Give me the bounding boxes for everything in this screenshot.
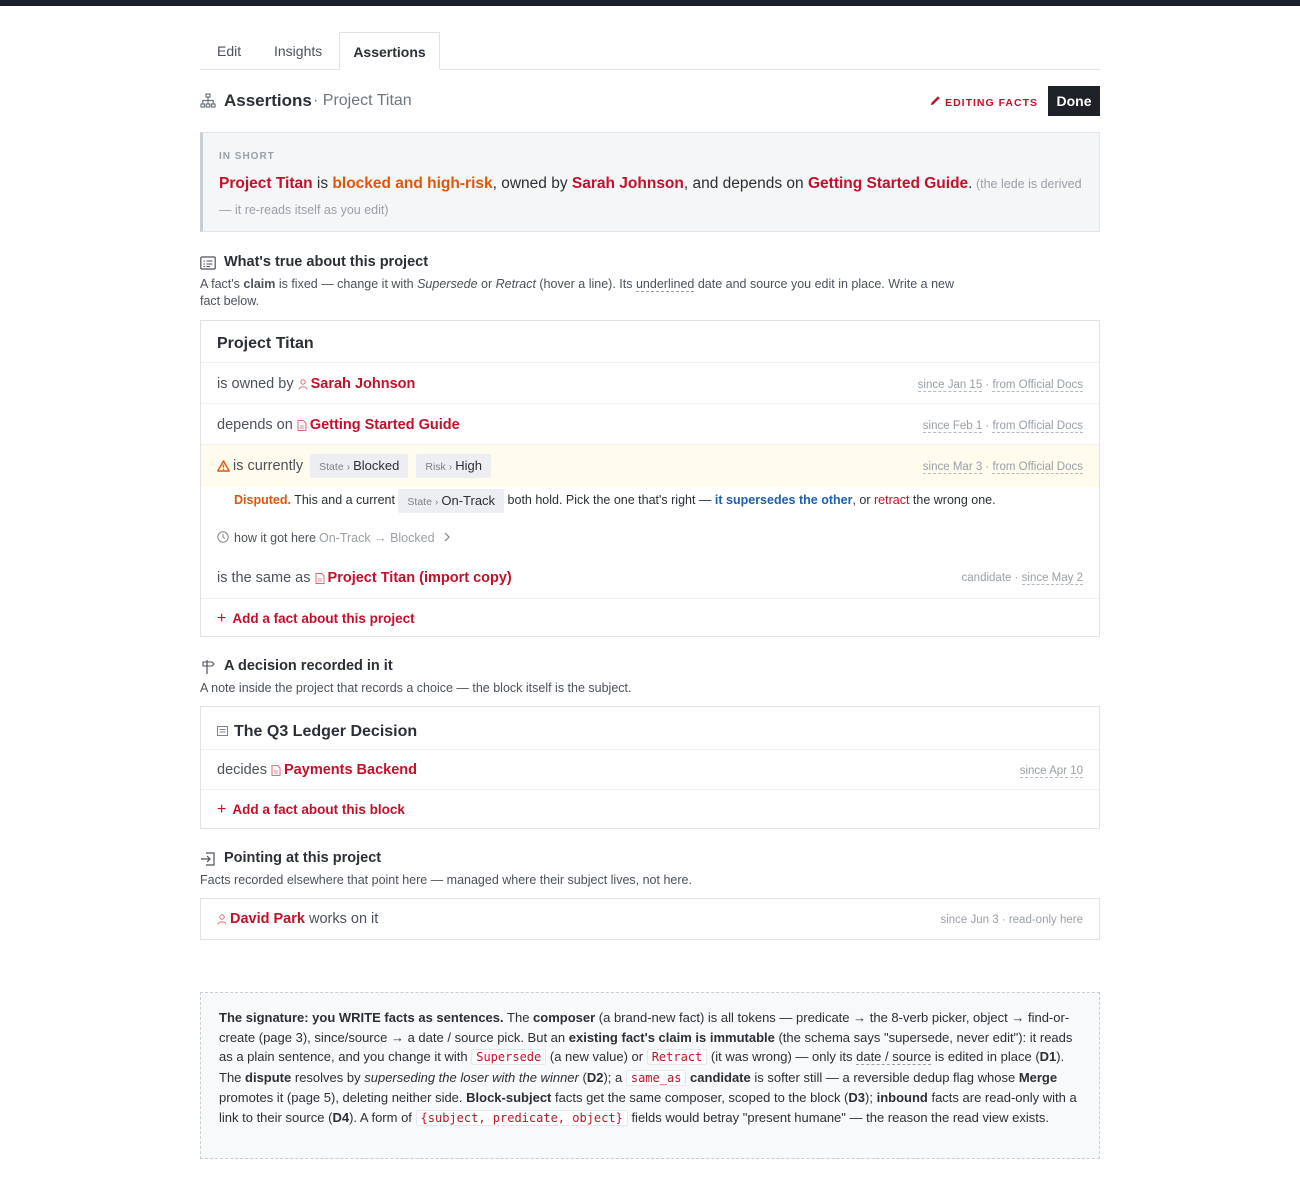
dispute-text: This and a current [290,493,399,507]
done-button[interactable]: Done [1048,86,1100,116]
section-description: Facts recorded elsewhere that point here — managed where their subject lives, not here. [200,873,692,887]
sig-text: composer [533,1010,596,1025]
sig-code: Supersede [471,1049,546,1065]
fact-object-link[interactable]: Payments Backend [284,762,417,778]
section-decision [200,658,1100,698]
sig-text: is softer still — a reversible dedup flag whose [750,1069,1019,1085]
page-title: Assertions [224,91,312,110]
sig-text: ). A form of [349,1109,416,1125]
desc-claim: claim [243,277,276,291]
lede-dependency[interactable]: Getting Started Guide [807,175,969,192]
page-header [200,86,1100,116]
top-bar [0,0,1300,6]
fact-source[interactable]: from Official Docs [992,461,1083,473]
section-true-facts [200,254,1100,314]
inbound-arrow-icon [200,851,216,867]
add-fact-row [201,598,1099,637]
add-fact-row [201,789,1099,829]
sig-text: D2 [586,1069,604,1085]
sig-code: Retract [647,1049,708,1065]
section-pointing [200,850,1100,890]
state-chip[interactable] [310,454,408,478]
inbound-meta: since Jun 3 · read-only here [940,914,1083,926]
sig-text: resolves by [291,1069,365,1085]
chip-value: On-Track [441,492,496,508]
add-fact-project-button[interactable] [217,610,415,628]
fact-since-date[interactable]: since Feb 1 [922,420,983,432]
lede-text: . [968,175,973,192]
add-fact-label: Add a fact about this block [232,802,405,817]
dispute-notice [234,488,1094,512]
tab-bar [200,32,1100,70]
document-icon [271,765,281,776]
sig-text: ( [578,1069,587,1085]
disputing-state-chip[interactable] [398,489,504,513]
inbound-fact-row [201,899,1099,939]
sig-text: D3 [848,1090,866,1105]
fact-row-depends[interactable] [201,403,1099,444]
fact-since-date[interactable]: since May 2 [1021,572,1083,584]
in-short-panel [200,132,1100,232]
chip-key: State › [319,461,351,473]
signature-note [200,992,1100,1159]
editing-facts-indicator [930,95,1038,109]
sig-text: candidate [690,1069,751,1085]
section-description [200,276,960,310]
person-icon [217,914,227,925]
decision-card [200,706,1100,829]
sig-code: {subject, predicate, object} [416,1110,628,1126]
sig-text: (the schema says "supersede, never edit"): it reads as a plain sentence, and you change it with [219,1029,1073,1064]
tab-edit[interactable]: Edit [217,43,242,59]
sig-text: The signature: you WRITE facts as sentences. [219,1010,504,1025]
history-label: how it got here [234,531,316,545]
chip-key: Risk › [425,461,453,473]
candidate-badge: candidate · [961,572,1022,584]
clock-icon [217,531,229,543]
fact-predicate: works on it [304,911,379,927]
risk-chip[interactable] [416,454,491,478]
fact-row-status[interactable] [201,444,1099,487]
history-toggle[interactable] [217,531,451,545]
sig-text: D1 [1039,1049,1057,1064]
sig-text: ); a [603,1069,626,1085]
add-fact-label: Add a fact about this project [232,611,415,626]
fact-since-date[interactable]: since Mar 3 [922,461,983,473]
meta-separator: · [982,420,993,432]
warning-icon [217,460,230,472]
fact-predicate: depends on [217,417,293,433]
plus-icon: + [217,801,227,818]
in-short-label: IN SHORT [219,151,275,162]
lede-status: blocked and high-risk [332,175,493,192]
desc-text: or [477,277,496,291]
document-icon [315,573,325,584]
fact-since-date[interactable]: since Jan 15 [917,379,983,391]
fact-source[interactable]: from Official Docs [992,420,1083,432]
sig-text: ). The [219,1049,1065,1085]
sig-code: same_as [626,1070,687,1086]
section-title: What's true about this project [224,254,429,270]
fact-predicate: is owned by [217,376,294,392]
pencil-icon [930,95,941,106]
decision-title-text: The Q3 Ledger Decision [234,723,418,740]
lede-text: , and depends on [683,175,808,192]
signpost-icon [200,659,216,675]
fact-object-link[interactable]: Project Titan (import copy) [327,570,512,586]
desc-retract: Retract [495,277,536,291]
fact-object-link[interactable]: Sarah Johnson [310,376,416,392]
sig-text: is edited in place ( [931,1049,1040,1064]
fact-predicate: decides [217,762,267,778]
sig-text: superseding the loser with the winner [364,1069,579,1085]
list-card-icon [200,255,216,271]
lede-note: (the lede is derived — it re-reads itself as you edit) [219,177,1082,217]
fact-since-date[interactable]: since Apr 10 [1019,765,1083,777]
fact-row-owner[interactable] [201,362,1099,403]
chevron-right-icon [443,532,451,542]
sig-text: (a brand-new fact) is all tokens — predicate → the 8-verb picker, object → find-or-create (page 3), since/source → a date / source pick. But an [219,1010,1070,1045]
page-subtitle: · Project Titan [313,92,412,109]
sig-text: dispute [245,1069,292,1085]
sig-text: D4 [332,1109,350,1125]
sig-text: The [503,1010,534,1025]
fact-predicate: is currently [233,457,304,474]
person-icon [298,379,308,390]
chip-value: High [455,458,482,473]
sig-text: facts are read-only with a link to their source ( [219,1090,1077,1125]
document-icon [297,420,307,431]
section-description: A note inside the project that records a choice — the block itself is the subject. [200,681,632,695]
decision-title [217,723,417,741]
sig-text: fields would betray "present humane" — the reason the read view exists. [627,1109,1049,1125]
tab-assertions[interactable]: Assertions [339,32,440,70]
desc-text: date and source you edit in place. Write a new fact below. [200,277,955,308]
section-title: A decision recorded in it [224,658,393,674]
project-facts-card [200,320,1100,637]
sig-text: date / source [856,1049,932,1064]
desc-text: A fact's [200,277,244,291]
inbound-subject-link[interactable]: David Park [230,911,305,927]
supersede-link[interactable]: it supersedes the other [714,493,853,507]
sig-text: facts get the same composer, scoped to the block ( [551,1090,849,1105]
sig-text: Merge [1018,1069,1058,1085]
fact-source[interactable]: from Official Docs [992,379,1083,391]
lede-text: , owned by [492,175,572,192]
fact-predicate: is the same as [217,570,311,586]
tab-insights[interactable]: Insights [274,43,323,59]
sig-text: (a new value) or [546,1049,647,1064]
sig-text: Block-subject [466,1090,552,1105]
editing-facts-label: EDITING FACTS [945,97,1038,109]
desc-text: (hover a line). Its [535,277,636,291]
lede-text: is [312,175,333,192]
in-short-lede [219,171,1087,223]
desc-supersede: Supersede [417,277,478,291]
inbound-facts-card [200,898,1100,940]
sig-text: ); [865,1090,877,1105]
sig-text: existing fact's claim is immutable [568,1029,775,1045]
lede-subject[interactable]: Project Titan [219,175,313,192]
desc-text: is fixed — change it with [275,277,418,291]
sig-text: (it was wrong) — only its [707,1049,857,1064]
chip-key: State › [407,495,439,508]
add-fact-block-button[interactable] [217,801,405,819]
history-path: On-Track → Blocked [319,531,435,545]
note-icon [217,726,228,736]
section-title: Pointing at this project [224,850,382,866]
card-title: Project Titan [217,335,314,352]
dispute-text: , or [852,493,874,507]
hierarchy-icon [200,93,216,109]
meta-separator: · [982,461,993,473]
sig-text: promotes it (page 5), deleting neither side. [219,1090,467,1105]
sig-text: inbound [876,1090,928,1105]
meta-separator: · [982,379,993,391]
dispute-text: both hold. Pick the one that's right — [504,493,715,507]
plus-icon: + [217,610,227,627]
fact-object-link[interactable]: Getting Started Guide [309,417,460,433]
disputed-label: Disputed. [234,493,291,507]
retract-link[interactable]: retract [874,493,910,507]
chip-value: Blocked [353,458,400,473]
fact-row-decides[interactable] [201,749,1099,789]
dispute-text: the wrong one. [909,493,996,507]
fact-row-same-as[interactable] [201,558,1099,598]
desc-underlined: underlined [635,277,695,291]
lede-owner[interactable]: Sarah Johnson [571,175,684,192]
